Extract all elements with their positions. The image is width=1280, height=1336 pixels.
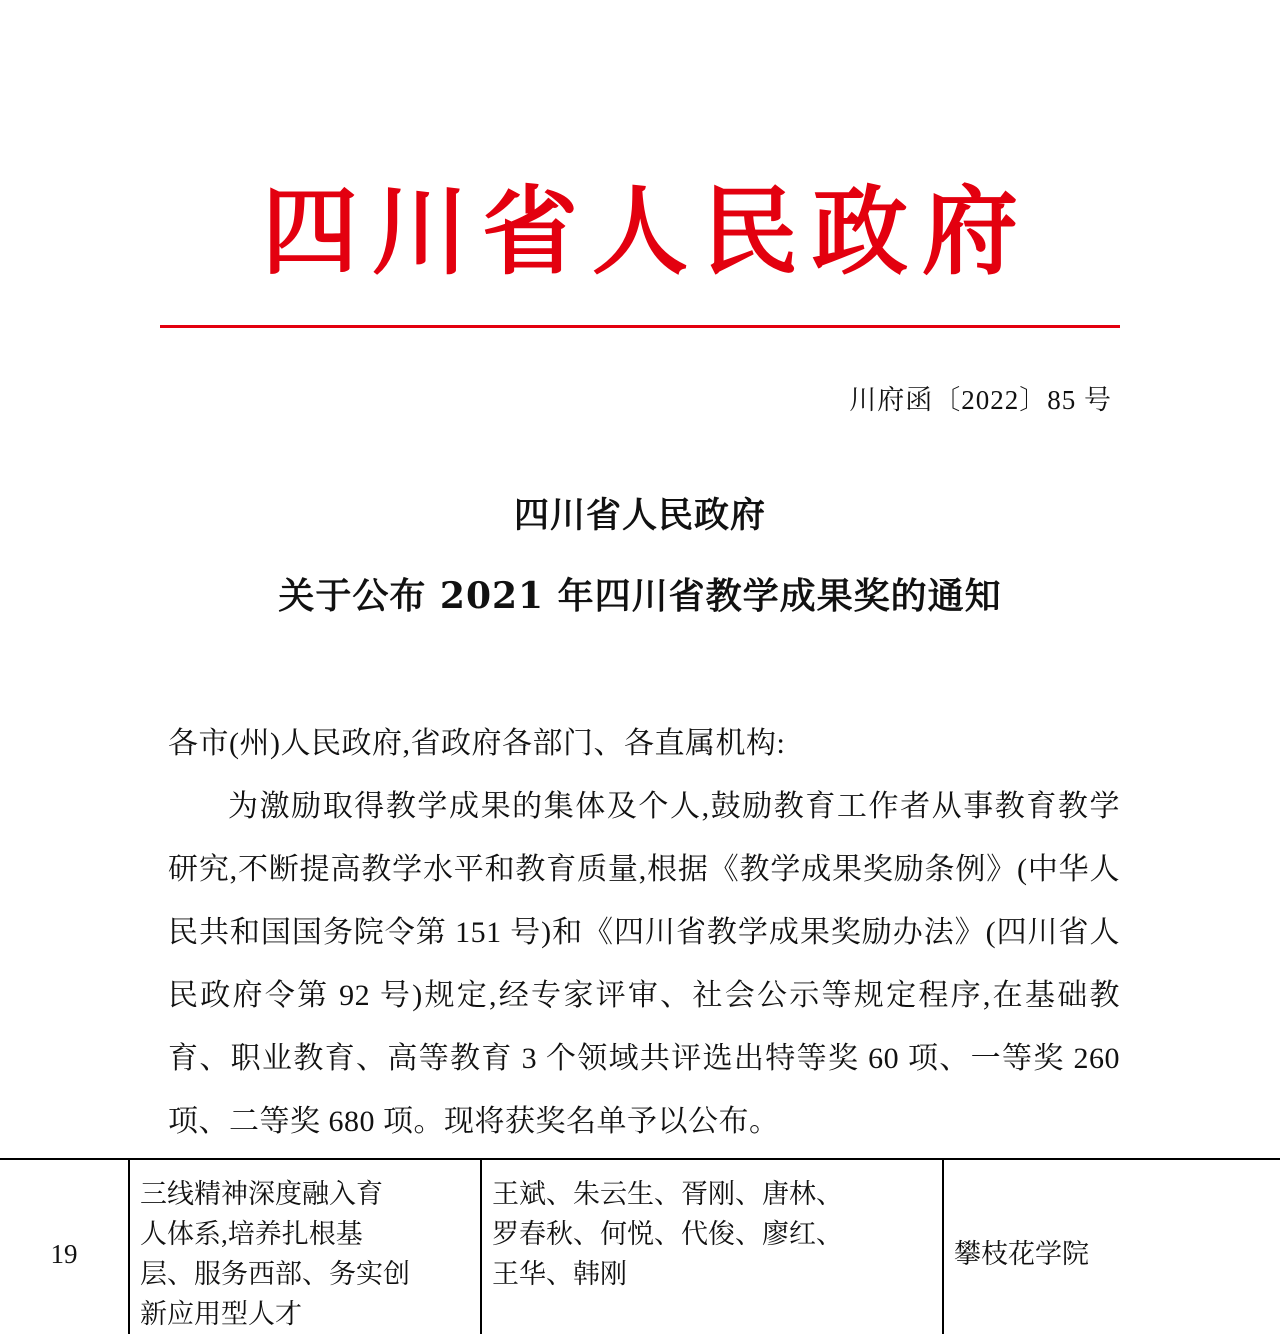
table-row (0, 1160, 1280, 1334)
salutation: 各市(州)人民政府,省政府各部门、各直属机构: (168, 727, 786, 760)
title-line-1: 三线精神深度融入育 (140, 1179, 383, 1209)
title-issuer: 四川省人民政府 (513, 495, 766, 536)
title-line-2: 人体系,培养扎根基 (140, 1219, 363, 1249)
title-line-3: 层、服务西部、务实创 (140, 1259, 410, 1289)
title-line-4: 新应用型人才 (140, 1299, 302, 1329)
row-institution: 攀枝花学院 (943, 1160, 1280, 1334)
title-block (0, 495, 1280, 617)
row-index: 19 (0, 1160, 129, 1334)
document-number: 川府函〔2022〕85 号 (849, 385, 1112, 415)
masthead-title: 四川省人民政府 (262, 175, 1032, 288)
title-subject: 关于公布 2021 年四川省教学成果奖的通知 (278, 575, 1002, 617)
contributors-line-2: 罗春秋、何悦、代俊、廖红、 (492, 1219, 843, 1249)
contributors-line-3: 王华、韩刚 (492, 1259, 627, 1289)
award-table (0, 1160, 1280, 1334)
masthead (0, 175, 1280, 288)
row-achievement-title (129, 1160, 481, 1334)
body-paragraph-1: 为激励取得教学成果的集体及个人,鼓励教育工作者从事教育教学研究,不断提高教学水平和教育质量,根据《教学成果奖励条例》(中华人民共和国国务院令第 151 号)和《四川省教学成果奖励办法》(四川省人民政府令第 92 号)规定,经专家评审、社会公示等规定程序,在基础教育、职业教育、高等教育 3 个领域共评选出特等奖 60 项、一等奖 260 项、二等奖 680 项。现将获奖名单予以公布。 (168, 790, 1120, 1138)
row-contributors (481, 1160, 943, 1334)
award-table-fragment (0, 1158, 1280, 1336)
contributors-line-1: 王斌、朱云生、胥刚、唐林、 (492, 1179, 843, 1209)
masthead-divider-rule (160, 325, 1120, 328)
document-body (168, 712, 1120, 1153)
